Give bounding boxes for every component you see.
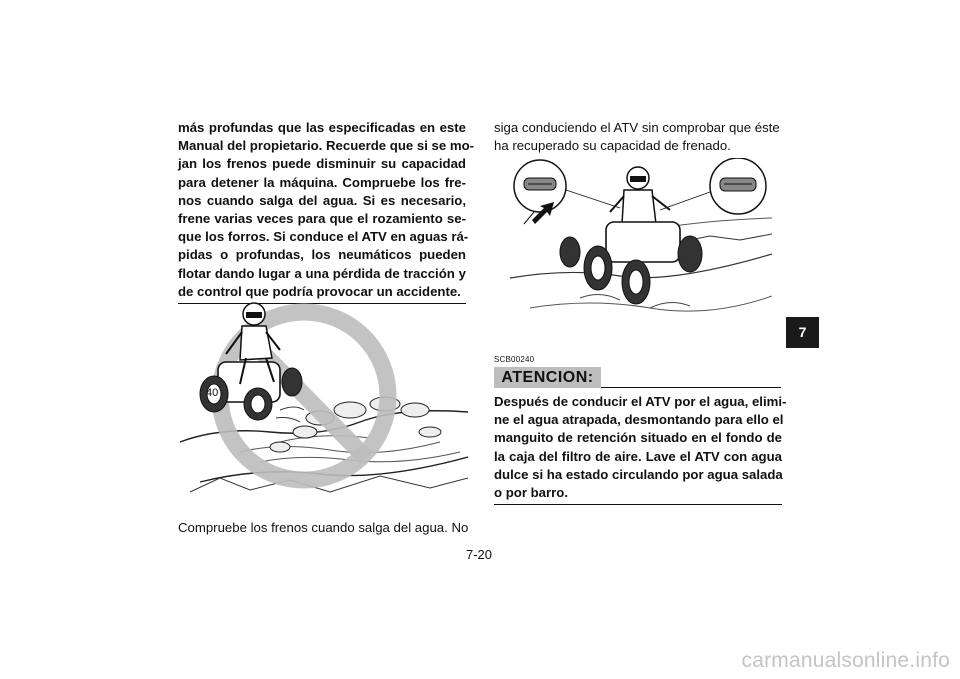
caution-line: dulce si ha estado circulando por agua salada: [494, 466, 783, 482]
warning-text-block: [178, 119, 475, 301]
warning-line: frene varias veces para que el rozamiento se-: [178, 211, 466, 227]
warning-line: Manual del propietario. Recuerde que si se mo-: [178, 138, 475, 154]
caution-code: SCB00240: [494, 355, 535, 364]
warning-line: pidas o profundas, los neumáticos pueden: [178, 247, 466, 263]
atv-braking-illustration: [510, 158, 772, 342]
warning-line: nos cuando salga del agua. Si es necesario,: [178, 192, 466, 208]
caution-line: Después de conducir el ATV por el agua, elimi-: [494, 394, 787, 409]
warning-line: flotar dando lugar a una pérdida de tracción y: [178, 265, 466, 281]
warning-line: más profundas que las especificadas en este: [178, 120, 466, 135]
caution-line: la caja del filtro de aire. Lave el ATV con agua: [494, 448, 782, 464]
chapter-tab: 7: [786, 317, 819, 348]
page-number: 7-20: [466, 547, 493, 562]
caution-heading-rule: [601, 387, 781, 388]
caution-end-rule: [494, 504, 782, 505]
warning-line: para detener la máquina. Compruebe los fre-: [178, 174, 466, 190]
continuation-line: ha recuperado su capacidad de frenado.: [494, 138, 731, 154]
caution-heading: ATENCION:: [494, 367, 601, 388]
caution-text-block: [494, 393, 787, 502]
caution-line: o por barro.: [494, 485, 568, 501]
caption-text: Compruebe los frenos cuando salga del agua. No: [178, 520, 469, 535]
warning-line: que los forros. Si conduce el ATV en aguas rá-: [178, 229, 469, 245]
caution-line: manguito de retención situado en el fondo de: [494, 430, 782, 446]
warning-line: jan los frenos puede disminuir su capacidad: [178, 156, 466, 172]
continuation-line: siga conduciendo el ATV sin comprobar que éste: [494, 120, 780, 135]
caution-line: ne el agua atrapada, desmontando para ello el: [494, 412, 784, 428]
svg-text:40: 40: [206, 387, 219, 399]
warning-line: de control que podría provocar un accidente.: [178, 283, 461, 299]
prohibition-atv-water-illustration: [180, 292, 468, 500]
continuation-text: [494, 119, 784, 155]
watermark: carmanualsonline.info: [741, 649, 950, 672]
